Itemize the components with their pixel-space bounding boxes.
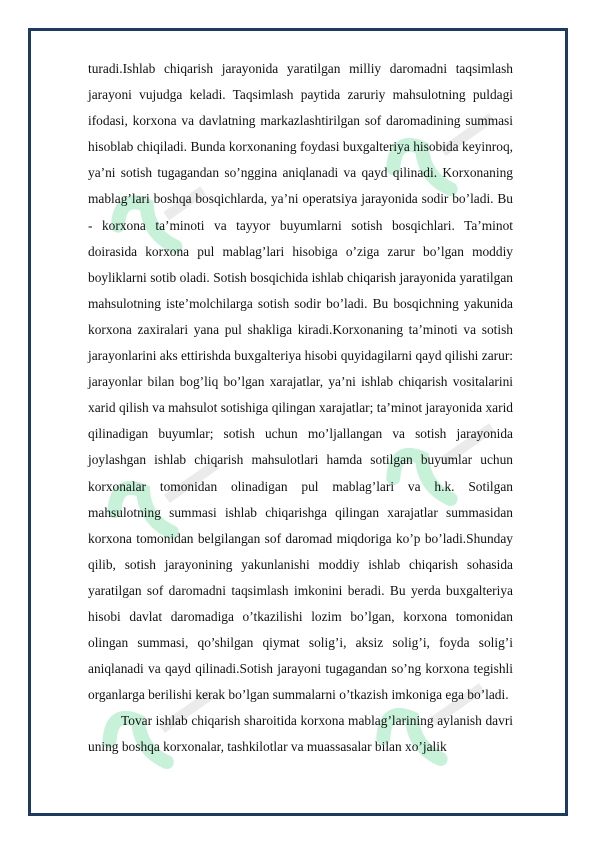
paragraph-1: turadi.Ishlab chiqarish jarayonida yaratilgan milliy daromadni taqsimlash jarayoni vujudga keladi. Taqsimlash paytida zaruriy mahsulotning puldagi ifodasi, korxona va davlatning markazlashtirilgan sof daromadining summasi hisoblab chiqiladi. Bunda korxonaning foydasi buxgalteriya hisobida keyinroq, ya’ni sotish tugagandan so’nggina aniqlanadi va qayd qilinadi. Korxonaning mablag’lari boshqa bosqichlarda, ya’ni operatsiya jarayonida sodir bo’ladi. Bu - korxona ta’minoti va tayyor buyumlarni sotish bosqichlari. Ta’minot doirasida korxona pul mablag’lari hisobiga o’ziga zarur bo’lgan moddiy boyliklarni sotib oladi. Sotish bosqichida ishlab chiqarish jarayonida yaratilgan mahsulotning iste’molchilarga sotish sodir bo’ladi. Bu bosqichning yakunida korxona zaxiralari yana pul shakliga kiradi.Korxonaning ta’minoti va sotish jarayonlarini aks ettirishda buxgalteriya hisobi quyidagilarni qayd qilishi zarur: jarayonlar bilan bog’liq bo’lgan xarajatlar, ya’ni ishlab chiqarish vositalarini xarid qilish va mahsulot sotishiga qilingan xarajatlar; ta’minot jarayonida xarid qilinadigan buyumlar; sotish uchun mo’ljallangan va sotish jarayonida joylashgan ishlab chiqarish mahsulotlari hamda sotilgan buyumlar uchun korxonalar tomonidan olinadigan pul mablag’lari va h.k. Sotilgan mahsulotning summasi ishlab chiqarishga qilingan xarajatlar summasidan korxona tomonidan belgilangan sof daromad miqdoriga ko’p bo’ladi.Shunday qilib, sotish jarayonining yakunlanishi moddiy ishlab chiqarish sohasida yaratilgan sof daromadni taqsimlash imkonini beradi. Bu yerda buxgalteriya hisobi davlat daromadiga o’tkazilishi lozim bo’lgan, korxona tomonidan olingan summasi, qo’shilgan qiymat solig’i, aksiz solig’i, foyda solig’i aniqlanadi va qayd qilinadi.Sotish jarayoni tugagandan so’ng korxona tegishli organlarga berilishi kerak bo’lgan summalarni o’tkazish imkoniga ega bo’ladi. <box>88 61 513 703</box>
paragraph-2: Tovar ishlab chiqarish sharoitida korxona mablag’larining aylanish davri uning boshqa korxonalar, tashkilotlar va muassasalar bilan xo’jalik <box>88 713 513 755</box>
page-frame <box>28 28 568 816</box>
document-body <box>88 56 513 761</box>
